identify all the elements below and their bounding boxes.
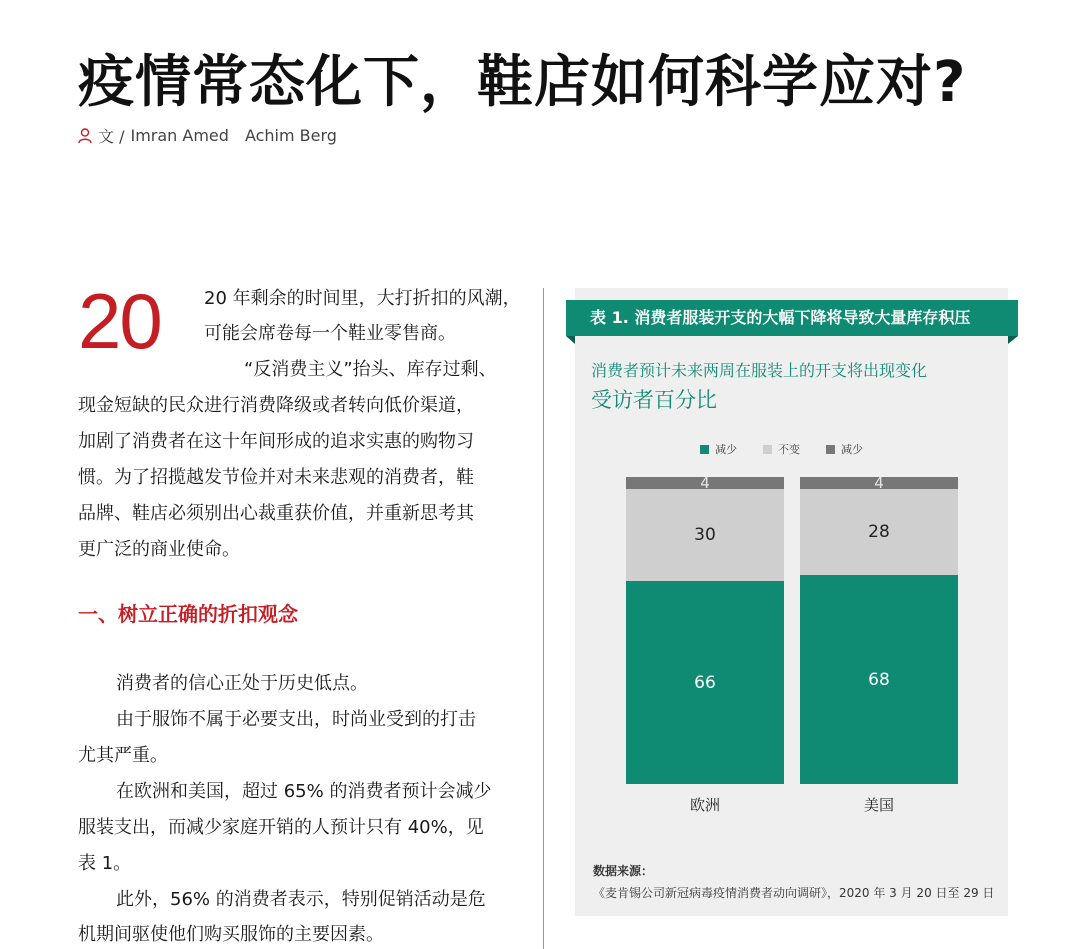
legend-label: 减少 [715, 443, 737, 456]
bar-segment [800, 575, 958, 784]
legend-item [763, 441, 800, 457]
bar-segment [800, 489, 958, 575]
data-label: 28 [868, 522, 890, 543]
body-line: 机期间驱使他们购买服饰的主要因素。 [78, 924, 384, 945]
source-text: 《麦肯锡公司新冠病毒疫情消费者动向调研》，2020 年 3 月 20 日至 29 日 [593, 886, 995, 900]
data-label: 68 [868, 669, 890, 690]
source-title: 数据来源： [593, 864, 654, 878]
intro-line: 更广泛的商业使命。 [78, 539, 240, 560]
figure-banner: 表 1. 消费者服装开支的大幅下降将导致大量库存积压 [566, 300, 1018, 336]
data-label: 4 [700, 474, 710, 493]
bar-segment [626, 581, 784, 784]
author-1: Imran Amed [130, 126, 229, 145]
intro-line: 品牌、鞋店必须别出心裁重获价值，并重新思考其 [78, 503, 474, 524]
body-line: 此外，56% 的消费者表示，特别促销活动是危 [116, 889, 486, 910]
banner-fold-right [1008, 336, 1018, 344]
body-line: 在欧洲和美国，超过 65% 的消费者预计会减少 [116, 781, 492, 802]
legend-item [700, 441, 737, 457]
figure-unit: 受访者百分比 [591, 388, 717, 412]
chart-legend [700, 441, 863, 457]
category-label: 欧洲 [689, 796, 720, 814]
category-label: 美国 [863, 796, 894, 814]
body-line: 尤其严重。 [78, 745, 168, 766]
legend-label: 不变 [778, 443, 800, 456]
body-line: 消费者的信心正处于历史低点。 [116, 673, 368, 694]
bar-segment [800, 474, 958, 493]
intro-line: 可能会席卷每一个鞋业零售商。 [204, 323, 456, 344]
data-label: 30 [694, 525, 716, 546]
figure-subtitle: 消费者预计未来两周在服装上的开支将出现变化 [591, 361, 928, 380]
body-line: 表 1。 [78, 853, 132, 874]
intro-line: 加剧了消费者在这十年间形成的追求实惠的购物习 [78, 431, 474, 452]
bar-stack [626, 474, 784, 784]
byline-prefix: 文 / [98, 127, 125, 146]
person-icon [78, 128, 92, 144]
intro-line: 惯。为了招揽越发节俭并对未来悲观的消费者，鞋 [78, 467, 474, 488]
legend-swatch [826, 445, 835, 454]
author-2: Achim Berg [244, 126, 337, 145]
column-divider [543, 288, 544, 949]
bar-segment [626, 489, 784, 581]
data-label: 66 [694, 672, 716, 693]
article-title: 疫情常态化下，鞋店如何科学应对? [78, 50, 967, 115]
legend-swatch [700, 445, 709, 454]
body-line: 由于服饰不属于必要支出，时尚业受到的打击 [116, 709, 476, 730]
legend-label: 减少 [841, 443, 863, 456]
dropcap: 20 [78, 277, 161, 365]
legend-item [826, 441, 863, 457]
intro-line: “反消费主义”抬头、库存过剩、 [244, 359, 497, 380]
banner-fold-left [566, 336, 575, 344]
bar-stack [800, 474, 958, 784]
intro-line: 20 年剩余的时间里，大打折扣的风潮， [204, 288, 521, 309]
bar-segment [626, 474, 784, 493]
section-heading: 一、树立正确的折扣观念 [78, 602, 298, 626]
legend-swatch [763, 445, 772, 454]
byline [78, 124, 337, 147]
body-line: 服装支出，而减少家庭开销的人预计只有 40%，见 [78, 817, 484, 838]
data-label: 4 [874, 474, 884, 493]
intro-line: 现金短缺的民众进行消费降级或者转向低价渠道， [78, 395, 474, 416]
